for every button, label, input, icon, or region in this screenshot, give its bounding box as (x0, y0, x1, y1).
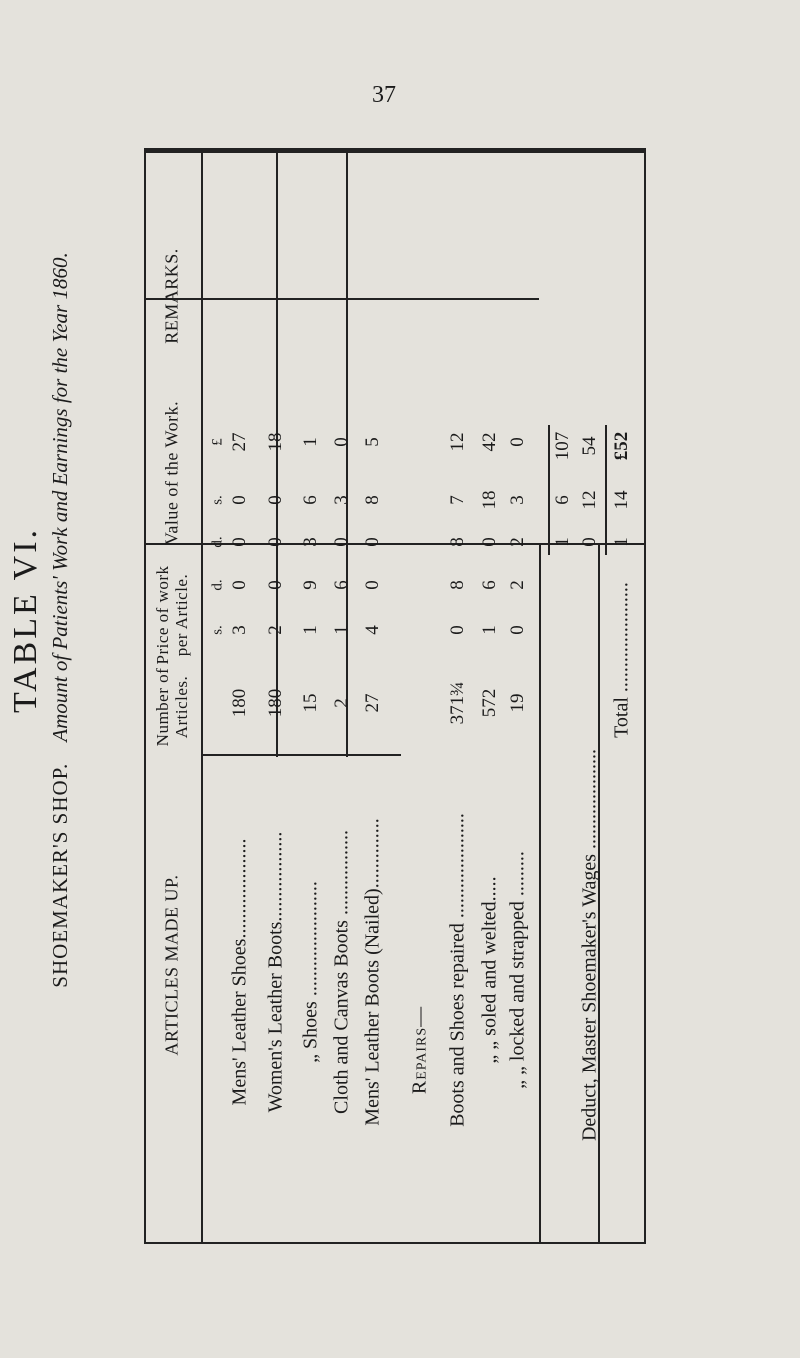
scanned-page: 37 TABLE VI. SHOEMAKER'S SHOP. Amount of Patients' Work and Earnings for the Year 1860. REMARKS. Value of the Work. Price of work per Article. Number of Articles. ARTICLES MADE UP. £ s. d. s. d. Mens' Leather Shoes.................... 180 3 0 27 0 0 Women's Leather Boots.................. 180 2 0 18 0 0 „ Shoes ....................... 15 1 9 1 6 3 Cloth and Canvas Boots ................. 2 1 6 0 3 0 Mens' Leather Boots (Nailed).............. 27 4 0 5 8 0 Repairs— Boots and Shoes repaired ..................... 371¾ 0 8 12 7 8 „ „ soled and welted..... 572 1 6 42 18 0 „ „ locked and strapped ......... 19 0 2 0 3 2 107 6 1 Deduct, Master Shoemaker's Wages .................... 54 12 0 Total ...................... £52 14 1 (0, 0, 800, 1358)
table-title: TABLE VI. (7, 526, 44, 714)
column-rule (539, 543, 541, 1242)
shop-name: SHOEMAKER'S SHOP. (48, 762, 72, 988)
total-rule (605, 425, 607, 555)
subtitle-text: Amount of Patients' Work and Earnings for the Year 1860. (48, 252, 72, 742)
column-rule (346, 150, 348, 757)
subtotal-rule (548, 425, 550, 555)
row-rule (201, 754, 401, 756)
table-subtitle (46, 252, 74, 987)
column-rule (201, 150, 203, 1242)
page-number: 37 (372, 82, 396, 108)
column-rule (276, 150, 278, 757)
earnings-table (144, 148, 646, 1244)
header-rule (146, 298, 539, 300)
